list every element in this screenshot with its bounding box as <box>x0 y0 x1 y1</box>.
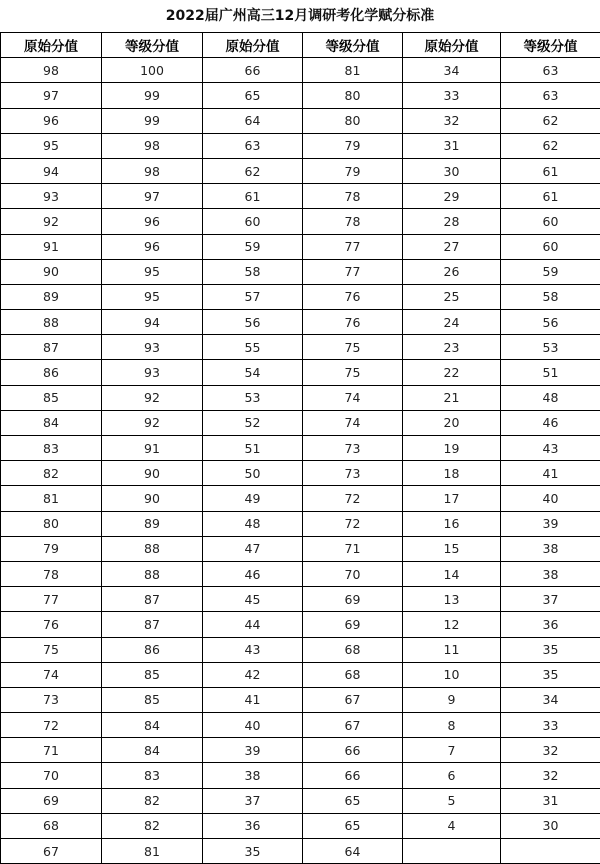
cell-grade-score-2: 70 <box>303 561 403 586</box>
table-body <box>1 58 600 864</box>
cell-raw-score-3: 9 <box>403 687 501 712</box>
cell-raw-score-3: 4 <box>403 813 501 838</box>
table-row <box>1 662 600 687</box>
cell-raw-score-3: 18 <box>403 461 501 486</box>
table-row <box>1 410 600 435</box>
table-row <box>1 284 600 309</box>
cell-grade-score-2: 67 <box>303 687 403 712</box>
cell-grade-score-3: 46 <box>501 410 600 435</box>
cell-raw-score-3: 16 <box>403 511 501 536</box>
cell-grade-score-1: 93 <box>102 335 203 360</box>
table-row <box>1 587 600 612</box>
cell-raw-score-3: 10 <box>403 662 501 687</box>
cell-grade-score-1: 99 <box>102 108 203 133</box>
table-row <box>1 461 600 486</box>
cell-grade-score-1: 90 <box>102 461 203 486</box>
cell-raw-score-2: 51 <box>203 436 303 461</box>
cell-raw-score-1: 74 <box>1 662 102 687</box>
cell-grade-score-1: 98 <box>102 133 203 158</box>
cell-raw-score-3: 25 <box>403 284 501 309</box>
cell-raw-score-2: 45 <box>203 587 303 612</box>
table-row <box>1 58 600 83</box>
cell-grade-score-2: 64 <box>303 839 403 864</box>
cell-grade-score-3: 38 <box>501 536 600 561</box>
cell-grade-score-1: 82 <box>102 813 203 838</box>
cell-raw-score-1: 90 <box>1 259 102 284</box>
cell-grade-score-1: 97 <box>102 184 203 209</box>
cell-grade-score-1: 92 <box>102 385 203 410</box>
cell-grade-score-1: 85 <box>102 687 203 712</box>
cell-raw-score-2: 42 <box>203 662 303 687</box>
cell-raw-score-2: 43 <box>203 637 303 662</box>
cell-grade-score-3: 56 <box>501 310 600 335</box>
cell-grade-score-3: 33 <box>501 713 600 738</box>
cell-raw-score-3: 28 <box>403 209 501 234</box>
table-row <box>1 637 600 662</box>
cell-raw-score-2: 66 <box>203 58 303 83</box>
header-row <box>1 33 600 58</box>
cell-grade-score-2: 71 <box>303 536 403 561</box>
cell-grade-score-3: 32 <box>501 738 600 763</box>
cell-raw-score-1: 73 <box>1 687 102 712</box>
cell-grade-score-3: 63 <box>501 83 600 108</box>
cell-grade-score-2: 72 <box>303 486 403 511</box>
cell-raw-score-2: 55 <box>203 335 303 360</box>
cell-raw-score-3: 27 <box>403 234 501 259</box>
cell-grade-score-3: 36 <box>501 612 600 637</box>
cell-raw-score-2: 44 <box>203 612 303 637</box>
cell-raw-score-3: 14 <box>403 561 501 586</box>
cell-grade-score-3: 39 <box>501 511 600 536</box>
cell-raw-score-3: 34 <box>403 58 501 83</box>
cell-grade-score-2: 72 <box>303 511 403 536</box>
score-table <box>0 32 600 864</box>
cell-raw-score-1: 79 <box>1 536 102 561</box>
cell-raw-score-1: 80 <box>1 511 102 536</box>
cell-raw-score-2: 40 <box>203 713 303 738</box>
cell-raw-score-2: 38 <box>203 763 303 788</box>
cell-grade-score-3: 61 <box>501 158 600 183</box>
cell-grade-score-3: 30 <box>501 813 600 838</box>
cell-raw-score-2: 47 <box>203 536 303 561</box>
cell-grade-score-3: 40 <box>501 486 600 511</box>
cell-grade-score-3: 32 <box>501 763 600 788</box>
cell-grade-score-3: 62 <box>501 108 600 133</box>
cell-raw-score-2: 61 <box>203 184 303 209</box>
cell-grade-score-3: 35 <box>501 637 600 662</box>
cell-grade-score-1: 91 <box>102 436 203 461</box>
cell-grade-score-1: 96 <box>102 234 203 259</box>
cell-grade-score-2: 74 <box>303 385 403 410</box>
cell-grade-score-1: 87 <box>102 587 203 612</box>
table-row <box>1 839 600 864</box>
table-row <box>1 511 600 536</box>
cell-raw-score-1: 88 <box>1 310 102 335</box>
cell-raw-score-3: 17 <box>403 486 501 511</box>
cell-grade-score-1: 85 <box>102 662 203 687</box>
cell-grade-score-1: 100 <box>102 58 203 83</box>
header-raw-score-3: 原始分值 <box>403 33 501 58</box>
cell-grade-score-3: 34 <box>501 687 600 712</box>
table-row <box>1 158 600 183</box>
table-row <box>1 436 600 461</box>
cell-grade-score-1: 92 <box>102 410 203 435</box>
cell-grade-score-2: 65 <box>303 813 403 838</box>
table-row <box>1 763 600 788</box>
cell-raw-score-3: 5 <box>403 788 501 813</box>
table-row <box>1 184 600 209</box>
table-row <box>1 536 600 561</box>
cell-raw-score-3: 11 <box>403 637 501 662</box>
cell-raw-score-1: 72 <box>1 713 102 738</box>
cell-raw-score-2: 36 <box>203 813 303 838</box>
cell-grade-score-2: 66 <box>303 738 403 763</box>
cell-raw-score-2: 53 <box>203 385 303 410</box>
cell-grade-score-1: 86 <box>102 637 203 662</box>
cell-grade-score-1: 94 <box>102 310 203 335</box>
cell-grade-score-1: 88 <box>102 536 203 561</box>
cell-grade-score-2: 75 <box>303 335 403 360</box>
cell-grade-score-2: 76 <box>303 310 403 335</box>
cell-raw-score-1: 83 <box>1 436 102 461</box>
cell-raw-score-1: 75 <box>1 637 102 662</box>
cell-raw-score-3: 30 <box>403 158 501 183</box>
cell-grade-score-1: 88 <box>102 561 203 586</box>
table-row <box>1 83 600 108</box>
cell-raw-score-2: 57 <box>203 284 303 309</box>
cell-raw-score-2: 35 <box>203 839 303 864</box>
cell-grade-score-3: 62 <box>501 133 600 158</box>
cell-raw-score-2: 63 <box>203 133 303 158</box>
cell-grade-score-2: 80 <box>303 83 403 108</box>
cell-grade-score-3: 58 <box>501 284 600 309</box>
cell-raw-score-1: 70 <box>1 763 102 788</box>
table-row <box>1 335 600 360</box>
cell-grade-score-1: 98 <box>102 158 203 183</box>
cell-grade-score-3: 51 <box>501 360 600 385</box>
cell-raw-score-2: 48 <box>203 511 303 536</box>
table-row <box>1 209 600 234</box>
cell-raw-score-3: 23 <box>403 335 501 360</box>
table-row <box>1 813 600 838</box>
cell-raw-score-3: 21 <box>403 385 501 410</box>
cell-raw-score-3: 29 <box>403 184 501 209</box>
cell-grade-score-3: 60 <box>501 209 600 234</box>
cell-grade-score-1: 84 <box>102 738 203 763</box>
cell-raw-score-2: 56 <box>203 310 303 335</box>
cell-grade-score-3: 43 <box>501 436 600 461</box>
cell-raw-score-3: 20 <box>403 410 501 435</box>
cell-grade-score-2: 66 <box>303 763 403 788</box>
cell-grade-score-2: 77 <box>303 259 403 284</box>
cell-grade-score-2: 65 <box>303 788 403 813</box>
cell-raw-score-3: 24 <box>403 310 501 335</box>
cell-grade-score-1: 84 <box>102 713 203 738</box>
cell-grade-score-2: 69 <box>303 587 403 612</box>
cell-raw-score-3: 13 <box>403 587 501 612</box>
cell-grade-score-2: 68 <box>303 662 403 687</box>
table-row <box>1 385 600 410</box>
cell-raw-score-2: 62 <box>203 158 303 183</box>
cell-grade-score-3: 53 <box>501 335 600 360</box>
header-grade-score-3: 等级分值 <box>501 33 600 58</box>
cell-raw-score-3: 15 <box>403 536 501 561</box>
table-row <box>1 108 600 133</box>
table-row <box>1 133 600 158</box>
cell-grade-score-1: 83 <box>102 763 203 788</box>
cell-raw-score-1: 93 <box>1 184 102 209</box>
cell-raw-score-3: 19 <box>403 436 501 461</box>
table-row <box>1 687 600 712</box>
cell-grade-score-2: 73 <box>303 461 403 486</box>
cell-grade-score-2: 79 <box>303 133 403 158</box>
table-row <box>1 612 600 637</box>
cell-grade-score-3: 48 <box>501 385 600 410</box>
cell-raw-score-1: 94 <box>1 158 102 183</box>
cell-grade-score-1: 99 <box>102 83 203 108</box>
cell-grade-score-2: 68 <box>303 637 403 662</box>
cell-grade-score-2: 73 <box>303 436 403 461</box>
cell-grade-score-2: 76 <box>303 284 403 309</box>
cell-raw-score-1: 76 <box>1 612 102 637</box>
table-row <box>1 713 600 738</box>
cell-raw-score-1: 91 <box>1 234 102 259</box>
cell-raw-score-2: 37 <box>203 788 303 813</box>
cell-raw-score-3: 33 <box>403 83 501 108</box>
cell-raw-score-2: 46 <box>203 561 303 586</box>
cell-raw-score-2: 60 <box>203 209 303 234</box>
cell-grade-score-1: 90 <box>102 486 203 511</box>
cell-grade-score-1: 93 <box>102 360 203 385</box>
cell-grade-score-2: 77 <box>303 234 403 259</box>
cell-raw-score-3 <box>403 839 501 864</box>
cell-raw-score-1: 77 <box>1 587 102 612</box>
cell-raw-score-2: 39 <box>203 738 303 763</box>
cell-raw-score-1: 86 <box>1 360 102 385</box>
cell-raw-score-2: 52 <box>203 410 303 435</box>
cell-grade-score-1: 81 <box>102 839 203 864</box>
table-row <box>1 234 600 259</box>
cell-raw-score-2: 49 <box>203 486 303 511</box>
cell-grade-score-3: 61 <box>501 184 600 209</box>
header-grade-score-2: 等级分值 <box>303 33 403 58</box>
cell-raw-score-2: 59 <box>203 234 303 259</box>
cell-raw-score-1: 71 <box>1 738 102 763</box>
cell-grade-score-2: 80 <box>303 108 403 133</box>
cell-grade-score-2: 67 <box>303 713 403 738</box>
cell-grade-score-3: 63 <box>501 58 600 83</box>
cell-grade-score-3: 59 <box>501 259 600 284</box>
cell-raw-score-1: 81 <box>1 486 102 511</box>
cell-raw-score-1: 87 <box>1 335 102 360</box>
table-row <box>1 259 600 284</box>
cell-grade-score-2: 78 <box>303 209 403 234</box>
cell-raw-score-3: 6 <box>403 763 501 788</box>
table-row <box>1 310 600 335</box>
cell-grade-score-1: 89 <box>102 511 203 536</box>
cell-raw-score-3: 7 <box>403 738 501 763</box>
table-row <box>1 738 600 763</box>
cell-grade-score-2: 69 <box>303 612 403 637</box>
cell-raw-score-1: 67 <box>1 839 102 864</box>
table-row <box>1 486 600 511</box>
page-title: 2022届广州高三12月调研考化学赋分标准 <box>0 0 600 32</box>
table-row <box>1 561 600 586</box>
cell-grade-score-2: 78 <box>303 184 403 209</box>
cell-raw-score-1: 95 <box>1 133 102 158</box>
table-row <box>1 360 600 385</box>
cell-grade-score-3 <box>501 839 600 864</box>
cell-grade-score-2: 74 <box>303 410 403 435</box>
header-raw-score-1: 原始分值 <box>1 33 102 58</box>
cell-raw-score-1: 92 <box>1 209 102 234</box>
cell-raw-score-2: 41 <box>203 687 303 712</box>
header-raw-score-2: 原始分值 <box>203 33 303 58</box>
cell-grade-score-1: 82 <box>102 788 203 813</box>
cell-raw-score-3: 22 <box>403 360 501 385</box>
cell-raw-score-1: 84 <box>1 410 102 435</box>
cell-raw-score-3: 12 <box>403 612 501 637</box>
cell-raw-score-3: 26 <box>403 259 501 284</box>
cell-raw-score-3: 32 <box>403 108 501 133</box>
cell-grade-score-3: 37 <box>501 587 600 612</box>
table-row <box>1 788 600 813</box>
cell-grade-score-3: 41 <box>501 461 600 486</box>
cell-grade-score-1: 87 <box>102 612 203 637</box>
cell-raw-score-1: 68 <box>1 813 102 838</box>
cell-grade-score-1: 96 <box>102 209 203 234</box>
cell-grade-score-3: 31 <box>501 788 600 813</box>
cell-grade-score-3: 60 <box>501 234 600 259</box>
cell-raw-score-1: 82 <box>1 461 102 486</box>
cell-grade-score-1: 95 <box>102 284 203 309</box>
cell-grade-score-3: 35 <box>501 662 600 687</box>
cell-grade-score-3: 38 <box>501 561 600 586</box>
cell-raw-score-2: 50 <box>203 461 303 486</box>
cell-raw-score-1: 89 <box>1 284 102 309</box>
cell-raw-score-1: 98 <box>1 58 102 83</box>
cell-grade-score-1: 95 <box>102 259 203 284</box>
cell-raw-score-3: 31 <box>403 133 501 158</box>
cell-raw-score-1: 97 <box>1 83 102 108</box>
header-grade-score-1: 等级分值 <box>102 33 203 58</box>
cell-raw-score-2: 64 <box>203 108 303 133</box>
cell-grade-score-2: 79 <box>303 158 403 183</box>
cell-raw-score-2: 58 <box>203 259 303 284</box>
cell-grade-score-2: 75 <box>303 360 403 385</box>
cell-raw-score-3: 8 <box>403 713 501 738</box>
cell-raw-score-1: 78 <box>1 561 102 586</box>
cell-raw-score-1: 69 <box>1 788 102 813</box>
cell-raw-score-2: 65 <box>203 83 303 108</box>
cell-raw-score-2: 54 <box>203 360 303 385</box>
cell-raw-score-1: 96 <box>1 108 102 133</box>
cell-grade-score-2: 81 <box>303 58 403 83</box>
cell-raw-score-1: 85 <box>1 385 102 410</box>
